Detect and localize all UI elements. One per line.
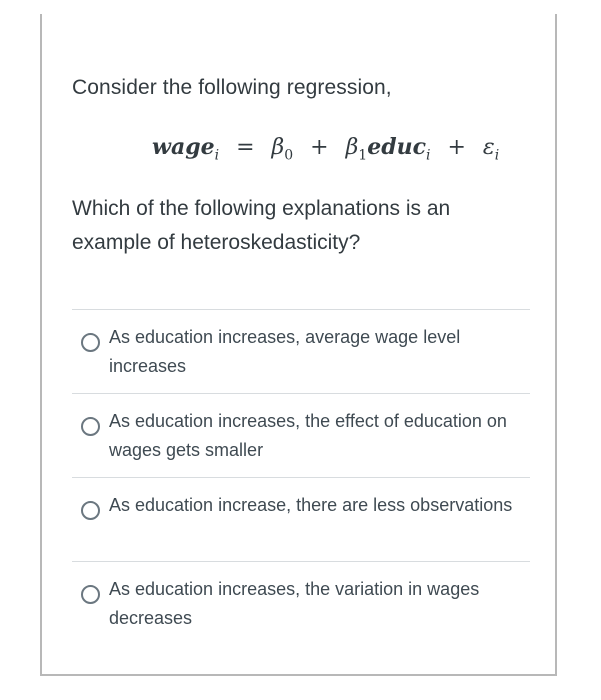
eq-educ: educ	[367, 134, 426, 160]
question-intro: Consider the following regression,	[72, 76, 392, 99]
eq-beta1: β	[345, 135, 359, 160]
eq-epsilon-sub: i	[494, 147, 500, 164]
answer-list	[72, 309, 530, 645]
answer-label-1[interactable]: As education increases, average wage level increases	[109, 327, 461, 376]
answer-option-2[interactable]	[72, 393, 530, 477]
eq-plus-1: +	[310, 135, 329, 160]
answer-label-2[interactable]: As education increases, the effect of education on wages gets smaller	[109, 411, 507, 460]
eq-beta0-sub: 0	[284, 147, 294, 164]
eq-beta1-sub: 1	[358, 147, 368, 164]
question-card	[40, 14, 557, 676]
radio-button-3[interactable]	[81, 501, 100, 520]
radio-button-2[interactable]	[81, 417, 100, 436]
eq-wage: wage	[152, 134, 215, 160]
eq-beta0: β	[271, 135, 285, 160]
eq-equals: =	[236, 135, 255, 160]
question-prompt: Which of the following explanations is an example of heteroskedasticity?	[72, 197, 451, 254]
eq-plus-2: +	[447, 135, 466, 160]
answer-label-4[interactable]: As education increases, the variation in wages decreases	[109, 579, 480, 628]
answer-label-3[interactable]: As education increase, there are less observations	[109, 495, 513, 515]
answer-option-4[interactable]	[72, 561, 530, 645]
radio-button-4[interactable]	[81, 585, 100, 604]
eq-educ-sub: i	[426, 147, 431, 164]
answer-option-1[interactable]	[72, 309, 530, 393]
regression-equation	[152, 134, 499, 163]
eq-epsilon: ε	[482, 135, 495, 160]
eq-wage-sub: i	[214, 147, 220, 164]
radio-button-1[interactable]	[81, 333, 100, 352]
answer-option-3[interactable]	[72, 477, 530, 561]
